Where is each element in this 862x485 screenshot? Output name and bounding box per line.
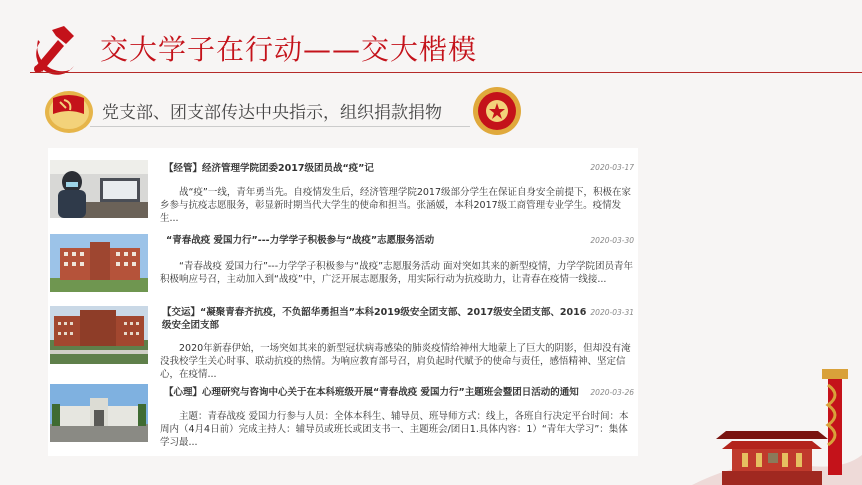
news-thumbnail bbox=[50, 160, 148, 218]
tiananmen-decoration bbox=[692, 345, 862, 485]
news-summary: 2020年新春伊始，一场突如其来的新型冠状病毒感染的肺炎疫情给神州大地蒙上了巨大的阴影，但却没有淹没我校学生关心时事、联动抗疫的热情。为响应教育部号召，肩负起时代赋予的使命与责任，感悟精神、坚定信心，在疫情... bbox=[160, 343, 631, 380]
news-date: 2020-03-30 bbox=[590, 236, 634, 245]
news-item[interactable] bbox=[48, 306, 638, 382]
news-date: 2020-03-31 bbox=[590, 308, 634, 317]
page-title: 交大学子在行动——交大楷模 bbox=[100, 33, 478, 66]
news-date: 2020-03-17 bbox=[590, 163, 634, 172]
news-thumbnail bbox=[50, 234, 148, 292]
news-summary: 战“疫”一线，青年勇当先。自疫情发生后，经济管理学院2017级部分学生在保证自身安全前提下，积极在家乡参与抗疫志愿服务，彰显新时期当代大学生的使命和担当。张涵媛，本科2017级工商管理专业学生。疫情发生... bbox=[160, 187, 632, 224]
news-list bbox=[48, 148, 638, 456]
news-summary: “青春战疫 爱国力行”---力学学子积极参与“战疫”志愿服务活动 面对突如其来的新型疫情，力学学院团员青年积极响应号召，主动加入到“战疫”中，广泛开展志愿服务，用实际行动为抗疫助力，让青春在疫情一线接... bbox=[160, 261, 634, 285]
news-thumbnail bbox=[50, 306, 148, 364]
hammer-sickle-icon bbox=[30, 22, 86, 78]
news-title[interactable]: “青春战疫 爱国力行”---力学学子积极参与“战疫”志愿服务活动 bbox=[166, 235, 435, 246]
news-date: 2020-03-26 bbox=[590, 388, 634, 397]
party-badge-icon bbox=[44, 88, 94, 134]
youth-league-badge-icon bbox=[472, 86, 522, 136]
news-item[interactable] bbox=[48, 158, 638, 232]
news-thumbnail bbox=[50, 384, 148, 442]
page-subtitle: 党支部、团支部传达中央指示，组织捐款捐物 bbox=[102, 103, 442, 123]
news-title[interactable]: 【交运】“凝聚青春齐抗疫，不负韶华勇担当”本科2019级安全团支部、2017级安全团支部、2016级安全团支部 bbox=[162, 307, 587, 331]
news-summary: 主题：青春战疫 爱国力行参与人员：全体本科生、辅导员、班导师方式：线上，各班自行决定平台时间：本周内（4月4日前）完成主持人：辅导员或班长或团支书一、主题班会/团日1.具体内容：1）“青年大学习”：集体学习最... bbox=[160, 411, 629, 448]
news-title[interactable]: 【心理】心理研究与咨询中心关于在本科班级开展“青春战疫 爱国力行”主题班会暨团日活动的通知 bbox=[164, 387, 579, 398]
news-item[interactable] bbox=[48, 232, 638, 306]
subtitle-divider bbox=[90, 126, 470, 127]
news-item[interactable] bbox=[48, 382, 638, 456]
news-title[interactable]: 【经管】经济管理学院团委2017级团员战“疫”记 bbox=[164, 163, 374, 174]
title-divider bbox=[30, 72, 862, 73]
